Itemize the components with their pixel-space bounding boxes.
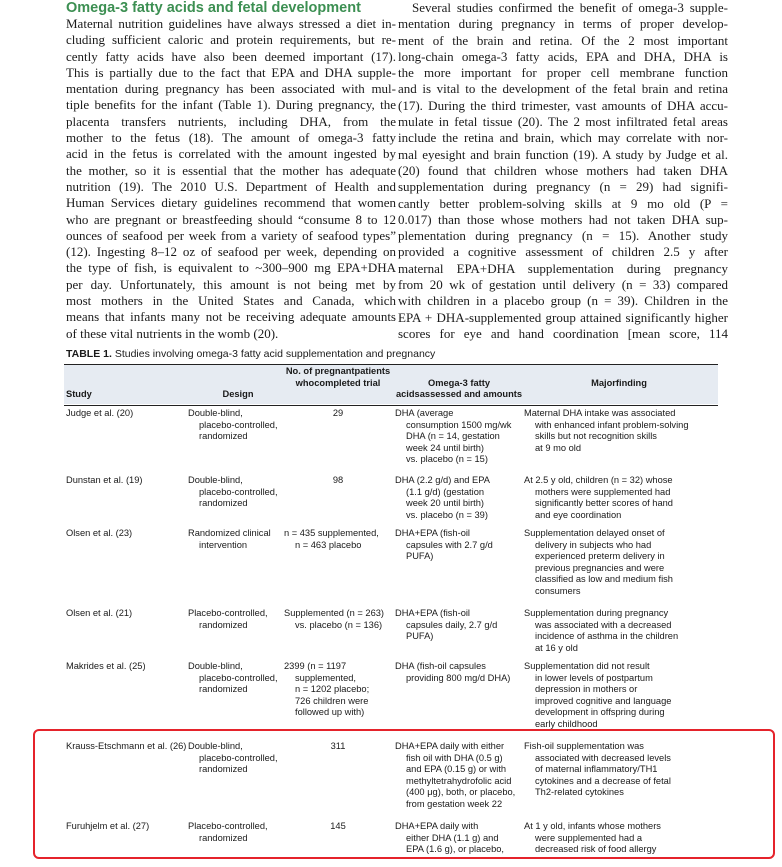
header-line: No. of pregnant — [285, 366, 355, 376]
text-line: acid in the fetus is correlated with the amount ingested by — [66, 146, 396, 162]
cell-line: n = 463 placebo — [295, 539, 362, 550]
cell-line: Placebo-controlled, — [188, 821, 268, 831]
cell-line: Double-blind, — [188, 475, 243, 485]
table-cell-patients — [284, 528, 392, 551]
header-design — [188, 389, 288, 401]
cell-line: at 9 mo old — [535, 442, 581, 453]
header-finding — [524, 378, 714, 390]
cell-line: were supplemented had a — [535, 832, 642, 843]
cell-line: Furuhjelm et al. (27) — [66, 821, 150, 831]
text-line: Several studies confirmed the benefit of omega-3 supple- — [412, 0, 728, 15]
text-line: include the retina and brain, which may correlate with nor- — [398, 130, 728, 146]
cell-line: Supplementation delayed onset of — [524, 528, 665, 538]
cell-line: 29 — [332, 408, 344, 418]
text-line: cently fatty acids have also been deemed important (17). — [66, 48, 396, 64]
text-line: who are pregnant or breastfeeding should “consume 8 to 12 — [66, 211, 396, 227]
table-caption — [66, 348, 435, 360]
table-cell-finding — [524, 608, 714, 654]
cell-line: of maternal inflammatory/TH1 — [535, 764, 658, 775]
text-line: (12). Ingesting 8–12 oz of seafood per week, depending on — [66, 244, 396, 260]
cell-line: At 2.5 y old, children (n = 32) whose — [524, 475, 673, 485]
cell-line: randomized — [199, 431, 248, 442]
text-line: maternal EPA+DHA supplementation during pregnancy — [398, 260, 728, 276]
text-line: cantly better problem-solving skills at 9 mo old (P = — [398, 195, 728, 211]
right-body-text — [398, 0, 728, 342]
cell-line: EPA (1.6 g), or placebo, — [406, 844, 505, 855]
cell-line: randomized — [199, 764, 248, 775]
table-cell-study — [66, 475, 186, 487]
cell-line: randomized — [199, 684, 248, 695]
cell-line: Makrides et al. (25) — [66, 661, 146, 671]
table-cell-study — [66, 661, 186, 673]
header-omega — [395, 378, 523, 401]
table-cell-omega — [395, 821, 523, 856]
cell-line: Supplementation during pregnancy — [524, 608, 669, 618]
cell-line: classified as low and medium fish — [535, 574, 673, 585]
cell-line: followed up with) — [295, 707, 365, 718]
cell-line: consumption 1500 mg/wk — [406, 419, 512, 430]
header-line: completed trial — [314, 377, 381, 388]
cell-line: n = 1202 placebo; — [295, 684, 370, 695]
header-patients — [284, 366, 392, 389]
cell-line: Supplemented (n = 263) — [284, 608, 385, 618]
table-cell-omega — [395, 408, 523, 466]
table-cell-omega — [395, 741, 523, 811]
cell-line: intervention — [199, 539, 248, 550]
cell-line: DHA+EPA daily with — [395, 821, 479, 831]
cell-line: randomized — [199, 498, 248, 509]
cell-line: 98 — [332, 475, 344, 485]
cell-line: fish oil with DHA (0.5 g) — [406, 752, 503, 763]
table-cell-patients — [284, 475, 392, 487]
cell-line: week 20 until birth) — [406, 498, 485, 509]
cell-line: development in offspring during — [535, 707, 665, 718]
cell-line: depression in mothers or — [535, 684, 638, 695]
table-cell-finding — [524, 528, 714, 598]
text-line: This is partially due to the fact that EPA and DHA supple- — [66, 64, 396, 80]
table-cell-omega — [395, 475, 523, 521]
cell-line: Double-blind, — [188, 408, 243, 418]
cell-line: from gestation week 22 — [406, 798, 503, 809]
text-line: plementation during pregnancy (n = 15). Another study — [398, 228, 728, 244]
cell-line: PUFA) — [406, 631, 434, 642]
cell-line: in lower levels of postpartum — [535, 672, 653, 683]
text-line: ounces of seafood per week from a variety of seafood types” — [66, 227, 396, 243]
text-line: per day. Unfortunately, this amount is not being met by — [66, 276, 396, 292]
header-study — [66, 389, 186, 401]
cell-line: supplemented, — [295, 672, 356, 683]
header-line: Major — [591, 377, 616, 388]
table-cell-study — [66, 821, 186, 833]
table-cell-study — [66, 408, 186, 420]
cell-line: DHA+EPA daily with either — [395, 741, 505, 751]
table-cell-study — [66, 528, 186, 540]
table-cell-omega — [395, 608, 523, 643]
table-title: Studies involving omega-3 fatty acid supplementation and pregnancy — [114, 348, 436, 360]
table-cell-finding — [524, 475, 714, 521]
cell-line: incidence of asthma in the children — [535, 631, 679, 642]
cell-line: Supplementation did not result — [524, 661, 650, 671]
cell-line: capsules with 2.7 g/d — [406, 539, 493, 550]
cell-line: n = 435 supplemented, — [284, 528, 379, 538]
cell-line: providing 800 mg/d DHA) — [406, 672, 511, 683]
table-cell-design — [188, 608, 288, 631]
cell-line: capsules daily, 2.7 g/d — [406, 619, 498, 630]
text-line: provided a cognitive assessment of children 2.5 y after — [398, 244, 728, 260]
table-cell-omega — [395, 528, 523, 563]
table-cell-finding — [524, 661, 714, 731]
cell-line: 311 — [330, 741, 346, 751]
table-cell-design — [188, 741, 288, 776]
header-line: assessed and amounts — [419, 389, 523, 399]
cell-line: and eye coordination — [535, 509, 622, 520]
cell-line: previous pregnancies and were — [535, 562, 665, 573]
text-line: most mothers in the United States and Canada, which — [66, 293, 396, 309]
text-line: EPA + DHA-supplemented group attained significantly higher — [398, 309, 728, 325]
cell-line: placebo-controlled, — [199, 752, 278, 763]
cell-line: randomized — [199, 832, 248, 843]
text-line: mentation during pregnancy has been associated with mul- — [66, 81, 396, 97]
text-line: of these vital nutrients in the womb (20). — [66, 325, 279, 341]
text-line: Human Services dietary guidelines recommend that women — [66, 195, 396, 211]
table-cell-omega — [395, 661, 523, 684]
cell-line: placebo-controlled, — [199, 672, 278, 683]
cell-line: at 16 y old — [535, 642, 578, 653]
cell-line: experienced preterm delivery in — [535, 551, 665, 562]
cell-line: week 24 until birth) — [406, 442, 485, 453]
table-cell-study — [66, 741, 186, 753]
cell-line: (1.1 g/d) (gestation — [406, 486, 485, 497]
header-line: finding — [615, 377, 647, 388]
table-cell-design — [188, 528, 288, 551]
cell-line: 145 — [330, 821, 346, 831]
text-line: mother to the fetus (18). The amount of omega-3 fatty — [66, 130, 396, 146]
text-line: supplementation during pregnancy (n = 29) had signifi- — [398, 179, 728, 195]
text-line: the more important for proper cell membrane function — [398, 65, 728, 81]
text-line: mulate in fetal tissue (20). The 2 most infiltrated fetal areas — [398, 114, 728, 130]
cell-line: Placebo-controlled, — [188, 608, 268, 618]
cell-line: with enhanced infant problem-solving — [535, 419, 689, 430]
table-cell-design — [188, 821, 288, 844]
cell-line: vs. placebo (n = 136) — [295, 619, 383, 630]
cell-line: consumers — [535, 585, 581, 596]
cell-line: early childhood — [535, 718, 598, 729]
cell-line: mothers were supplemented had — [535, 486, 671, 497]
text-line: nutrition (19). The 2010 U.S. Department of Health and — [66, 178, 396, 194]
left-body-text — [66, 16, 396, 342]
text-line: and is vital to the development of the fetal brain and retina — [398, 81, 728, 97]
cell-line: significantly better scores of hand — [535, 498, 673, 509]
cell-line: DHA (average — [395, 408, 454, 418]
cell-line: randomized — [199, 619, 248, 630]
table-label: TABLE 1. — [66, 348, 112, 360]
text-line: means that infants many not be receiving adequate amounts — [66, 309, 396, 325]
text-line: Maternal nutrition guidelines have always stressed a diet in- — [66, 16, 396, 31]
cell-line: methyltetrahydrofolic acid — [406, 775, 512, 786]
table-cell-patients — [284, 661, 392, 719]
cell-line: vs. placebo (n = 39) — [406, 509, 488, 520]
cell-line: was associated with a decreased — [535, 619, 672, 630]
text-line: tiple benefits for the infant (Table 1). During pregnancy, the — [66, 97, 396, 113]
cell-line: Maternal DHA intake was associated — [524, 408, 676, 418]
cell-line: DHA+EPA (fish-oil — [395, 528, 471, 538]
cell-line: Double-blind, — [188, 661, 243, 671]
table-cell-design — [188, 661, 288, 696]
text-line: with children in a placebo group (n = 39). Children in the — [398, 293, 728, 309]
cell-line: DHA (fish-oil capsules — [395, 661, 486, 671]
table-header-rule — [64, 405, 718, 406]
text-line: ment of the brain and retina. Of the 2 most important — [398, 32, 728, 48]
text-line: from 20 wk of gestation until delivery (n = 33) compared — [398, 277, 728, 293]
cell-line: Olsen et al. (21) — [66, 608, 133, 618]
cell-line: associated with decreased levels — [535, 752, 671, 763]
cell-line: DHA (n = 14, gestation — [406, 431, 500, 442]
table-cell-patients — [284, 741, 392, 753]
cell-line: delivery in subjects who had — [535, 539, 652, 550]
text-line: mentation during pregnancy in terms of proper develop- — [398, 16, 728, 32]
cell-line: Double-blind, — [188, 741, 243, 751]
text-line: long-chain omega-3 fatty acids, EPA and DHA, DHA is — [398, 48, 728, 64]
text-line: (20) found that children whose mothers had taken DHA — [398, 162, 728, 178]
cell-line: Olsen et al. (23) — [66, 528, 133, 538]
table-cell-patients — [284, 408, 392, 420]
left-column — [66, 0, 396, 342]
cell-line: DHA (2.2 g/d) and EPA — [395, 475, 490, 485]
text-line: scores for eye and hand coordination [mean score, 114 — [398, 325, 728, 341]
cell-line: and EPA (0.15 g) or with — [406, 764, 507, 775]
table-cell-finding — [524, 741, 714, 799]
cell-line: DHA+EPA (fish-oil — [395, 608, 471, 618]
cell-line: decreased risk of food allergy — [535, 844, 657, 855]
cell-line: PUFA) — [406, 551, 434, 562]
cell-line: 2399 (n = 1197 — [284, 661, 347, 671]
cell-line: either DHA (1.1 g) and — [406, 832, 499, 843]
cell-line: At 1 y old, infants whose mothers — [524, 821, 661, 831]
text-line: 0.017) than those whose mothers had not taken DHA sup- — [398, 211, 728, 227]
table-cell-finding — [524, 408, 714, 454]
table-cell-patients — [284, 821, 392, 833]
table-cell-finding — [524, 821, 714, 856]
cell-line: improved cognitive and language — [535, 695, 672, 706]
cell-line: Randomized clinical — [188, 528, 271, 538]
cell-line: Dunstan et al. (19) — [66, 475, 143, 485]
section-heading: Omega-3 fatty acids and fetal development — [66, 0, 361, 16]
table-cell-study — [66, 608, 186, 620]
header-line: Study — [66, 389, 92, 399]
cell-line: (400 μg), both, or placebo, — [406, 787, 516, 798]
cell-line: placebo-controlled, — [199, 419, 278, 430]
table-cell-design — [188, 475, 288, 510]
text-line: mal eyesight and brain function (19). A study by Judge et al. — [398, 146, 728, 162]
cell-line: vs. placebo (n = 15) — [406, 454, 488, 465]
text-line: placenta transfers nutrients, including DHA, from the — [66, 113, 396, 129]
cell-line: placebo-controlled, — [199, 486, 278, 497]
table-cell-design — [188, 408, 288, 443]
cell-line: Krauss-Etschmann et al. (26) — [66, 741, 187, 751]
header-line: Omega-3 fatty acids — [395, 377, 490, 399]
cell-line: Judge et al. (20) — [66, 408, 134, 418]
right-column — [398, 0, 728, 342]
text-line: cluding sufficient caloric and protein requirements, but re- — [66, 32, 396, 48]
cell-line: cytokines and a decrease of fetal — [535, 775, 671, 786]
cell-line: Th2-related cytokines — [535, 787, 624, 798]
cell-line: 726 children were — [295, 695, 369, 706]
text-line: the type of fish, is equivalent to ~300–900 mg EPA+DHA — [66, 260, 396, 276]
header-line: Design — [222, 389, 254, 399]
text-line: the mother, so it is essential that the mother has adequate — [66, 162, 396, 178]
cell-line: skills but not recognition skills — [535, 431, 657, 442]
header-line: patients who — [295, 366, 391, 388]
text-line: (17). During the third trimester, vast amounts of DHA accu- — [398, 97, 728, 113]
table-cell-patients — [284, 608, 392, 631]
cell-line: Fish-oil supplementation was — [524, 741, 644, 751]
